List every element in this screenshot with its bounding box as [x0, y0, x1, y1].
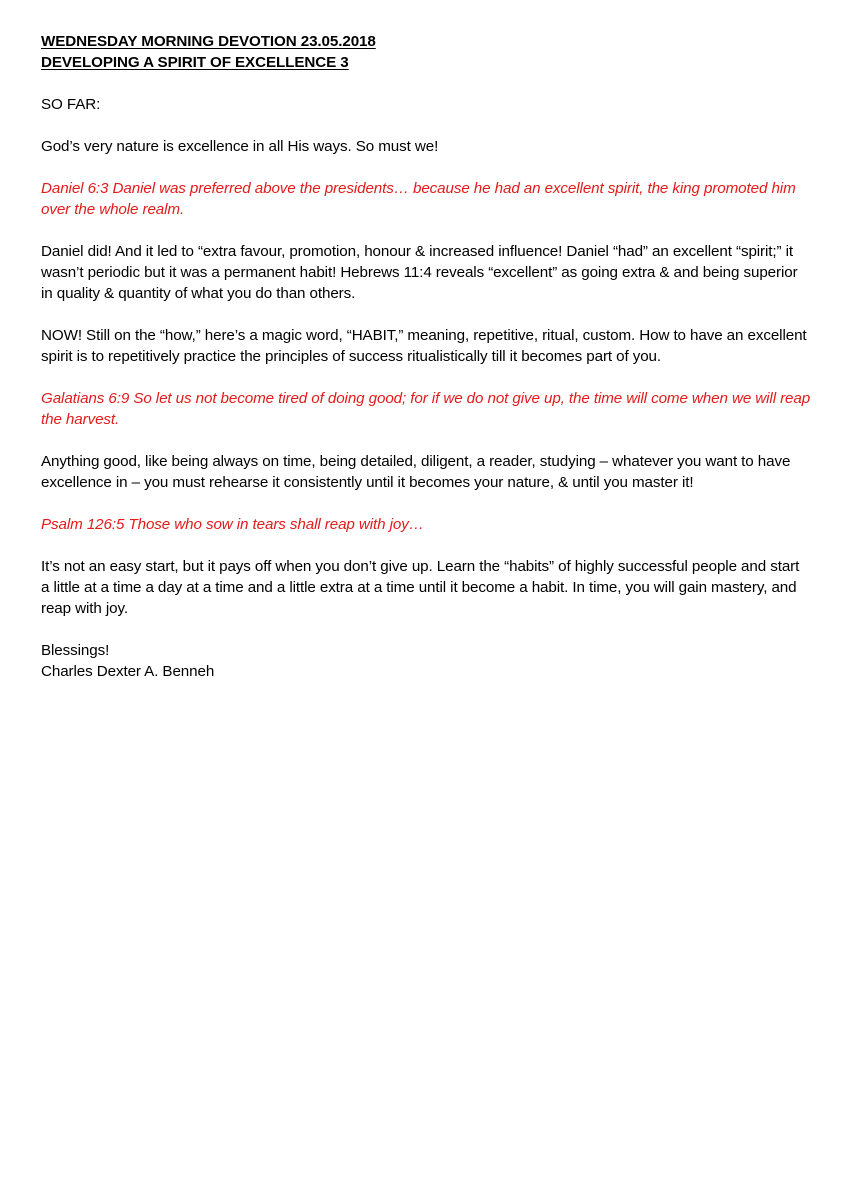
signature-block [41, 640, 811, 682]
paragraph-excellence-nature: God’s very nature is excellence in all His ways. So must we! [41, 138, 439, 155]
document-title [41, 31, 811, 73]
title-line-date: WEDNESDAY MORNING DEVOTION 23.05.2018 [41, 33, 376, 50]
closing-blessings: Blessings! [41, 642, 110, 659]
title-line-topic: DEVELOPING A SPIRIT OF EXCELLENCE 3 [41, 54, 349, 71]
devotion-document [41, 31, 811, 682]
scripture-daniel: Daniel 6:3 Daniel was preferred above the presidents… because he had an excellent spirit, the king promoted him over the whole realm. [41, 180, 796, 218]
paragraph-habit-definition: NOW! Still on the “how,” here’s a magic word, “HABIT,” meaning, repetitive, ritual, custom. How to have an excellent spirit is to repetitively practice the principles of success ritualistically till it becomes part of you. [41, 327, 807, 365]
paragraph-mastery: It’s not an easy start, but it pays off when you don’t give up. Learn the “habits” of highly successful people and start a little at a time a day at a time and a little extra at a time until it become a habit. In time, you will gain mastery, and reap with joy. [41, 558, 800, 617]
author-name: Charles Dexter A. Benneh [41, 663, 215, 680]
scripture-galatians: Galatians 6:9 So let us not become tired of doing good; for if we do not give up, the time will come when we will reap the harvest. [41, 390, 811, 428]
paragraph-rehearse: Anything good, like being always on time, being detailed, diligent, a reader, studying – whatever you want to have excellence in – you must rehearse it consistently until it becomes your nature, & until you master it! [41, 453, 791, 491]
paragraph-daniel-habit: Daniel did! And it led to “extra favour, promotion, honour & increased influence! Daniel “had” an excellent “spirit;” it wasn’t periodic but it was a permanent habit! Hebrews 11:4 reveals “excellent” as going extra & and being superior in quality & quantity of what you do than others. [41, 243, 798, 302]
scripture-psalm: Psalm 126:5 Those who sow in tears shall reap with joy… [41, 516, 424, 533]
so-far-label: SO FAR: [41, 96, 101, 113]
